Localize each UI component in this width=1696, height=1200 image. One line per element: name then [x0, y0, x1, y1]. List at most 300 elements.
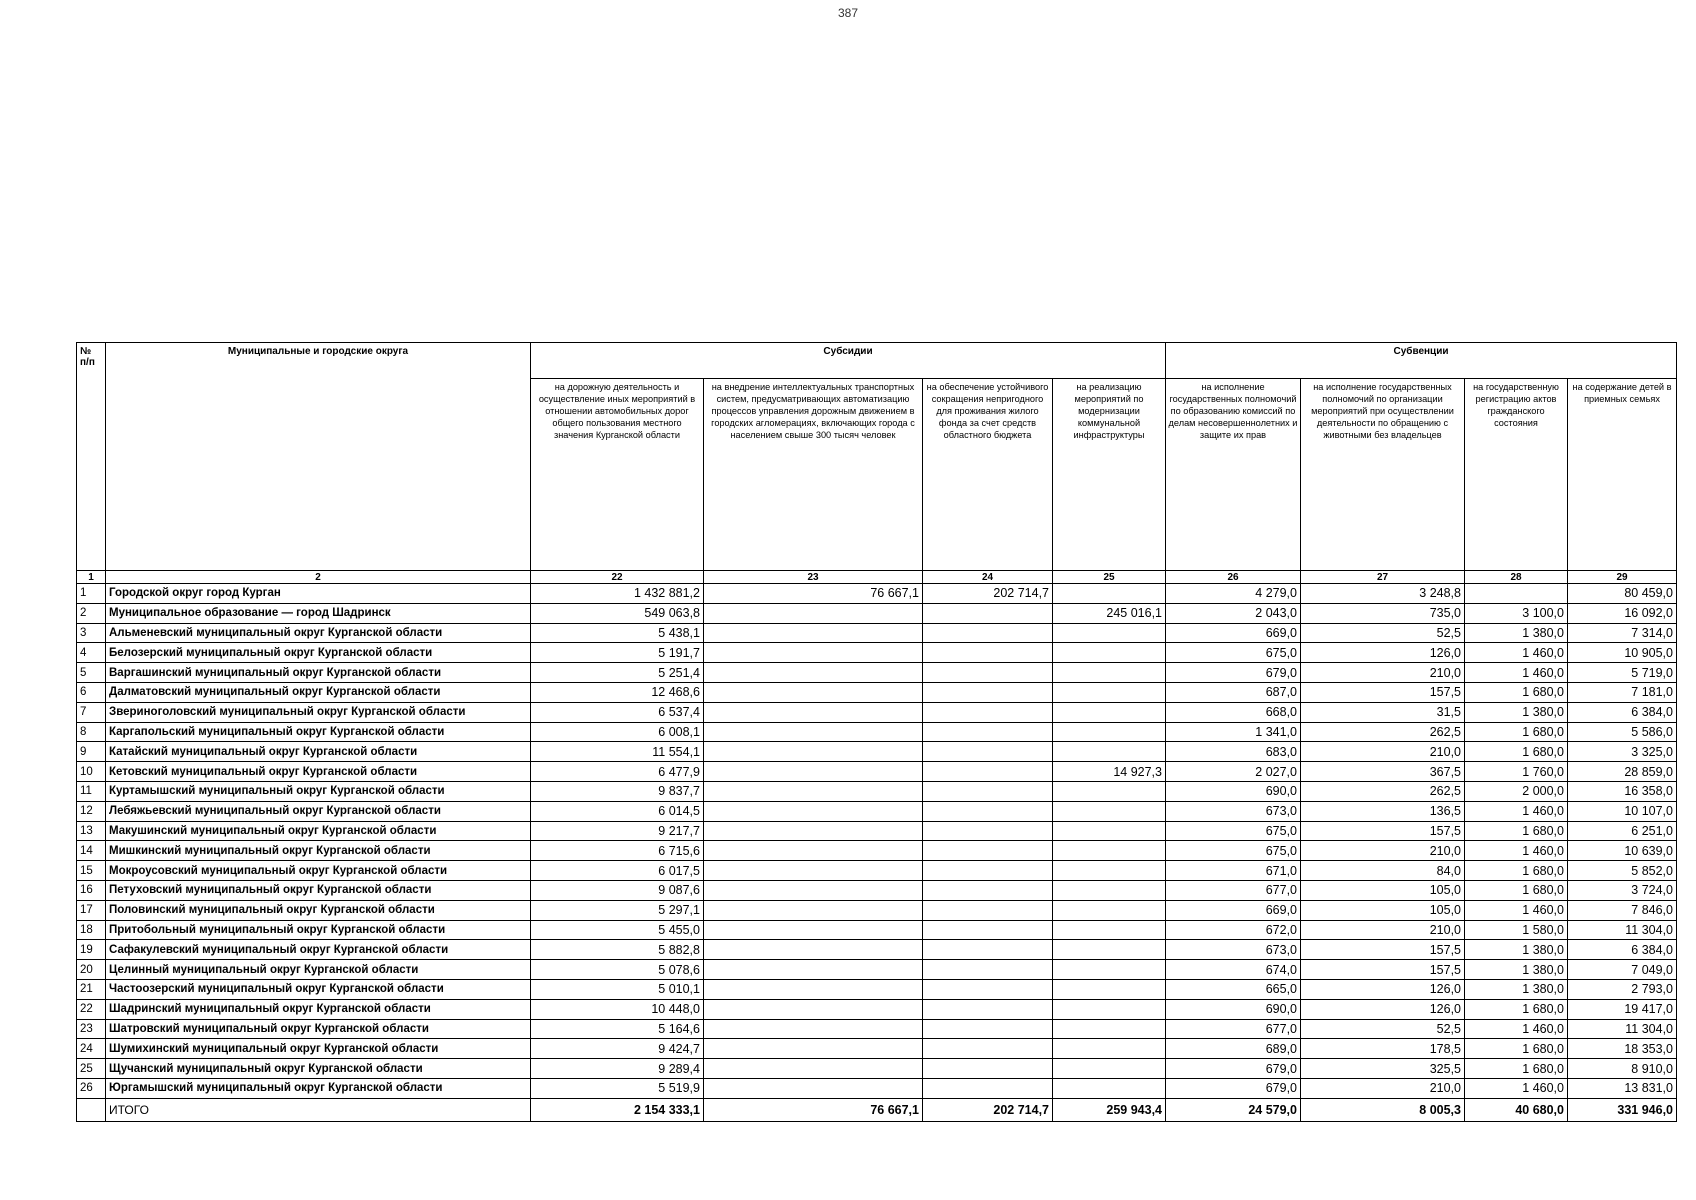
value-cell: 11 304,0 — [1568, 1019, 1677, 1039]
value-cell: 52,5 — [1301, 623, 1465, 643]
row-number: 13 — [77, 821, 106, 841]
municipality-name: Частоозерский муниципальный округ Курганской области — [106, 979, 531, 999]
row-number: 12 — [77, 801, 106, 821]
row-number: 9 — [77, 742, 106, 762]
value-cell: 1 460,0 — [1465, 900, 1568, 920]
value-cell — [1053, 722, 1166, 742]
value-cell: 10 639,0 — [1568, 841, 1677, 861]
total-value: 259 943,4 — [1053, 1098, 1166, 1121]
value-cell — [704, 702, 923, 722]
municipality-name: Притобольный муниципальный округ Курганской области — [106, 920, 531, 940]
value-cell — [923, 940, 1053, 960]
total-value: 2 154 333,1 — [531, 1098, 704, 1121]
value-cell: 679,0 — [1166, 1078, 1301, 1098]
municipality-name: Целинный муниципальный округ Курганской области — [106, 960, 531, 980]
municipality-name: Сафакулевский муниципальный округ Курганской области — [106, 940, 531, 960]
value-cell: 549 063,8 — [531, 603, 704, 623]
table-row — [77, 1078, 1677, 1098]
table-row — [77, 1039, 1677, 1059]
value-cell — [704, 762, 923, 782]
value-cell: 690,0 — [1166, 999, 1301, 1019]
value-cell: 136,5 — [1301, 801, 1465, 821]
row-number: 17 — [77, 900, 106, 920]
value-cell — [923, 880, 1053, 900]
municipality-name: Каргапольский муниципальный округ Курганской области — [106, 722, 531, 742]
table-row — [77, 623, 1677, 643]
value-cell — [923, 841, 1053, 861]
value-cell: 675,0 — [1166, 643, 1301, 663]
value-cell — [923, 742, 1053, 762]
value-cell: 157,5 — [1301, 821, 1465, 841]
subheader-28: на государственную регистрацию актов гражданского состояния — [1465, 379, 1568, 571]
value-cell: 673,0 — [1166, 801, 1301, 821]
value-cell — [923, 663, 1053, 683]
value-cell: 210,0 — [1301, 920, 1465, 940]
table-row — [77, 702, 1677, 722]
value-cell: 8 910,0 — [1568, 1059, 1677, 1079]
value-cell: 1 760,0 — [1465, 762, 1568, 782]
value-cell: 210,0 — [1301, 841, 1465, 861]
subheader-26: на исполнение государственных полномочий по образованию комиссий по делам несовершеннолетних и защите их прав — [1166, 379, 1301, 571]
municipality-name: Шадринский муниципальный округ Курганской области — [106, 999, 531, 1019]
value-cell — [923, 1039, 1053, 1059]
value-cell: 157,5 — [1301, 960, 1465, 980]
value-cell — [923, 623, 1053, 643]
budget-table — [76, 342, 1677, 1122]
value-cell: 210,0 — [1301, 742, 1465, 762]
value-cell — [1053, 999, 1166, 1019]
total-label: ИТОГО — [106, 1098, 531, 1121]
value-cell: 668,0 — [1166, 702, 1301, 722]
value-cell: 687,0 — [1166, 682, 1301, 702]
value-cell: 1 460,0 — [1465, 1078, 1568, 1098]
value-cell: 5 191,7 — [531, 643, 704, 663]
value-cell — [704, 781, 923, 801]
value-cell: 1 380,0 — [1465, 979, 1568, 999]
value-cell — [704, 1019, 923, 1039]
budget-table-container — [76, 342, 1677, 1122]
value-cell — [923, 1019, 1053, 1039]
value-cell: 126,0 — [1301, 999, 1465, 1019]
value-cell — [704, 1078, 923, 1098]
value-cell: 669,0 — [1166, 900, 1301, 920]
value-cell: 674,0 — [1166, 960, 1301, 980]
column-number: 1 — [77, 571, 106, 584]
value-cell — [923, 1059, 1053, 1079]
value-cell — [704, 940, 923, 960]
value-cell: 1 680,0 — [1465, 722, 1568, 742]
table-header — [77, 343, 1677, 584]
column-number-row — [77, 571, 1677, 584]
table-row — [77, 1019, 1677, 1039]
value-cell: 672,0 — [1166, 920, 1301, 940]
municipality-name: Мокроусовский муниципальный округ Курганской области — [106, 861, 531, 881]
value-cell: 5 078,6 — [531, 960, 704, 980]
subheader-27: на исполнение государственных полномочий по организации мероприятий при осуществлении деятельности по обращению с животными без владельцев — [1301, 379, 1465, 571]
table-row — [77, 940, 1677, 960]
value-cell: 7 314,0 — [1568, 623, 1677, 643]
value-cell: 9 087,6 — [531, 880, 704, 900]
value-cell: 6 715,6 — [531, 841, 704, 861]
row-number: 20 — [77, 960, 106, 980]
row-number: 6 — [77, 682, 106, 702]
value-cell — [923, 920, 1053, 940]
value-cell: 80 459,0 — [1568, 584, 1677, 604]
municipality-name: Звериноголовский муниципальный округ Курганской области — [106, 702, 531, 722]
value-cell — [923, 702, 1053, 722]
value-cell: 6 384,0 — [1568, 940, 1677, 960]
municipality-name: Половинский муниципальный округ Курганской области — [106, 900, 531, 920]
table-row — [77, 821, 1677, 841]
value-cell: 2 043,0 — [1166, 603, 1301, 623]
table-row — [77, 742, 1677, 762]
value-cell: 16 092,0 — [1568, 603, 1677, 623]
total-value: 76 667,1 — [704, 1098, 923, 1121]
value-cell: 157,5 — [1301, 940, 1465, 960]
table-row — [77, 762, 1677, 782]
municipality-name: Щучанский муниципальный округ Курганской области — [106, 1059, 531, 1079]
value-cell: 325,5 — [1301, 1059, 1465, 1079]
table-row — [77, 979, 1677, 999]
total-value: 40 680,0 — [1465, 1098, 1568, 1121]
value-cell — [704, 643, 923, 663]
table-row — [77, 900, 1677, 920]
value-cell: 1 341,0 — [1166, 722, 1301, 742]
total-value: 8 005,3 — [1301, 1098, 1465, 1121]
value-cell: 5 586,0 — [1568, 722, 1677, 742]
value-cell — [1053, 900, 1166, 920]
value-cell — [1053, 1039, 1166, 1059]
table-row — [77, 663, 1677, 683]
value-cell — [1053, 861, 1166, 881]
table-row — [77, 722, 1677, 742]
value-cell: 4 279,0 — [1166, 584, 1301, 604]
value-cell — [1053, 841, 1166, 861]
row-number: 26 — [77, 1078, 106, 1098]
value-cell — [1053, 1019, 1166, 1039]
value-cell: 1 460,0 — [1465, 841, 1568, 861]
value-cell: 262,5 — [1301, 722, 1465, 742]
value-cell: 1 680,0 — [1465, 742, 1568, 762]
value-cell: 178,5 — [1301, 1039, 1465, 1059]
value-cell: 6 477,9 — [531, 762, 704, 782]
table-row — [77, 841, 1677, 861]
column-number: 2 — [106, 571, 531, 584]
value-cell: 1 380,0 — [1465, 940, 1568, 960]
municipality-name: Альменевский муниципальный округ Курганской области — [106, 623, 531, 643]
municipality-name: Петуховский муниципальный округ Курганской области — [106, 880, 531, 900]
value-cell: 5 719,0 — [1568, 663, 1677, 683]
municipality-name: Варгашинский муниципальный округ Курганской области — [106, 663, 531, 683]
table-row — [77, 861, 1677, 881]
value-cell — [1053, 702, 1166, 722]
value-cell: 665,0 — [1166, 979, 1301, 999]
column-number: 23 — [704, 571, 923, 584]
subheader-29: на содержание детей в приемных семьях — [1568, 379, 1677, 571]
row-number: 2 — [77, 603, 106, 623]
value-cell: 1 460,0 — [1465, 663, 1568, 683]
value-cell — [1053, 880, 1166, 900]
total-value: 202 714,7 — [923, 1098, 1053, 1121]
value-cell — [704, 999, 923, 1019]
value-cell — [923, 960, 1053, 980]
value-cell: 690,0 — [1166, 781, 1301, 801]
value-cell: 679,0 — [1166, 663, 1301, 683]
table-row — [77, 960, 1677, 980]
value-cell: 1 680,0 — [1465, 861, 1568, 881]
value-cell — [704, 900, 923, 920]
value-cell: 245 016,1 — [1053, 603, 1166, 623]
row-number: 21 — [77, 979, 106, 999]
row-number: 18 — [77, 920, 106, 940]
value-cell — [923, 861, 1053, 881]
value-cell — [1053, 1078, 1166, 1098]
value-cell: 1 680,0 — [1465, 999, 1568, 1019]
value-cell: 5 251,4 — [531, 663, 704, 683]
value-cell: 3 248,8 — [1301, 584, 1465, 604]
value-cell: 18 353,0 — [1568, 1039, 1677, 1059]
municipality-name: Городской округ город Курган — [106, 584, 531, 604]
value-cell: 5 164,6 — [531, 1019, 704, 1039]
column-number: 22 — [531, 571, 704, 584]
value-cell — [923, 682, 1053, 702]
column-number: 24 — [923, 571, 1053, 584]
page-number: 387 — [837, 6, 859, 20]
value-cell: 84,0 — [1301, 861, 1465, 881]
value-cell: 1 380,0 — [1465, 623, 1568, 643]
value-cell: 5 882,8 — [531, 940, 704, 960]
municipality-name: Лебяжьевский муниципальный округ Курганской области — [106, 801, 531, 821]
value-cell: 28 859,0 — [1568, 762, 1677, 782]
table-row — [77, 603, 1677, 623]
value-cell: 126,0 — [1301, 643, 1465, 663]
row-number: 15 — [77, 861, 106, 881]
value-cell: 262,5 — [1301, 781, 1465, 801]
header-col-num: № п/п — [77, 343, 106, 571]
value-cell — [1053, 801, 1166, 821]
table-row — [77, 880, 1677, 900]
value-cell: 1 460,0 — [1465, 801, 1568, 821]
value-cell: 671,0 — [1166, 861, 1301, 881]
value-cell: 14 927,3 — [1053, 762, 1166, 782]
value-cell — [704, 663, 923, 683]
value-cell — [1053, 979, 1166, 999]
value-cell — [923, 979, 1053, 999]
value-cell: 677,0 — [1166, 880, 1301, 900]
value-cell: 7 181,0 — [1568, 682, 1677, 702]
value-cell — [1053, 623, 1166, 643]
row-number: 10 — [77, 762, 106, 782]
value-cell — [704, 821, 923, 841]
value-cell — [1053, 643, 1166, 663]
value-cell — [704, 603, 923, 623]
value-cell: 675,0 — [1166, 841, 1301, 861]
value-cell: 1 680,0 — [1465, 1039, 1568, 1059]
row-number: 5 — [77, 663, 106, 683]
value-cell: 157,5 — [1301, 682, 1465, 702]
column-number: 26 — [1166, 571, 1301, 584]
subheader-25: на реализацию мероприятий по модернизации коммунальной инфраструктуры — [1053, 379, 1166, 571]
value-cell — [923, 900, 1053, 920]
table-row — [77, 643, 1677, 663]
value-cell: 11 554,1 — [531, 742, 704, 762]
value-cell — [1053, 584, 1166, 604]
value-cell: 10 905,0 — [1568, 643, 1677, 663]
header-col-name: Муниципальные и городские округа — [106, 343, 531, 571]
value-cell — [923, 1078, 1053, 1098]
total-row — [77, 1098, 1677, 1121]
value-cell — [704, 682, 923, 702]
value-cell — [1053, 781, 1166, 801]
value-cell: 3 724,0 — [1568, 880, 1677, 900]
value-cell: 735,0 — [1301, 603, 1465, 623]
value-cell: 6 251,0 — [1568, 821, 1677, 841]
value-cell: 6 384,0 — [1568, 702, 1677, 722]
value-cell — [704, 880, 923, 900]
municipality-name: Шатровский муниципальный округ Курганской области — [106, 1019, 531, 1039]
table-row — [77, 1059, 1677, 1079]
row-number: 11 — [77, 781, 106, 801]
value-cell: 1 680,0 — [1465, 1059, 1568, 1079]
value-cell: 367,5 — [1301, 762, 1465, 782]
total-value: 24 579,0 — [1166, 1098, 1301, 1121]
value-cell — [1053, 742, 1166, 762]
value-cell: 9 424,7 — [531, 1039, 704, 1059]
table-row — [77, 801, 1677, 821]
value-cell — [1053, 960, 1166, 980]
value-cell: 1 380,0 — [1465, 960, 1568, 980]
value-cell: 7 846,0 — [1568, 900, 1677, 920]
row-number: 4 — [77, 643, 106, 663]
value-cell — [704, 1039, 923, 1059]
table-footer — [77, 1098, 1677, 1121]
value-cell: 679,0 — [1166, 1059, 1301, 1079]
table-row — [77, 781, 1677, 801]
row-number: 24 — [77, 1039, 106, 1059]
municipality-name: Юргамышский муниципальный округ Курганской области — [106, 1078, 531, 1098]
value-cell — [923, 603, 1053, 623]
value-cell: 5 297,1 — [531, 900, 704, 920]
row-number: 1 — [77, 584, 106, 604]
value-cell: 673,0 — [1166, 940, 1301, 960]
value-cell: 13 831,0 — [1568, 1078, 1677, 1098]
value-cell: 52,5 — [1301, 1019, 1465, 1039]
value-cell — [923, 821, 1053, 841]
value-cell: 126,0 — [1301, 979, 1465, 999]
header-group-subventions: Субвенции — [1166, 343, 1677, 379]
value-cell: 689,0 — [1166, 1039, 1301, 1059]
value-cell: 9 837,7 — [531, 781, 704, 801]
value-cell: 1 580,0 — [1465, 920, 1568, 940]
value-cell: 675,0 — [1166, 821, 1301, 841]
value-cell: 683,0 — [1166, 742, 1301, 762]
value-cell — [1053, 682, 1166, 702]
value-cell: 5 010,1 — [531, 979, 704, 999]
row-number: 16 — [77, 880, 106, 900]
value-cell: 6 014,5 — [531, 801, 704, 821]
value-cell — [704, 722, 923, 742]
value-cell: 210,0 — [1301, 663, 1465, 683]
column-number: 29 — [1568, 571, 1677, 584]
value-cell: 677,0 — [1166, 1019, 1301, 1039]
value-cell — [1053, 940, 1166, 960]
value-cell — [923, 999, 1053, 1019]
value-cell: 7 049,0 — [1568, 960, 1677, 980]
value-cell: 6 537,4 — [531, 702, 704, 722]
value-cell: 6 008,1 — [531, 722, 704, 742]
value-cell — [1053, 821, 1166, 841]
value-cell — [1053, 663, 1166, 683]
subheader-24: на обеспечение устойчивого сокращения непригодного для проживания жилого фонда за счет средств областного бюджета — [923, 379, 1053, 571]
value-cell: 12 468,6 — [531, 682, 704, 702]
value-cell — [923, 801, 1053, 821]
value-cell: 76 667,1 — [704, 584, 923, 604]
municipality-name: Макушинский муниципальный округ Курганской области — [106, 821, 531, 841]
table-row — [77, 682, 1677, 702]
value-cell: 5 519,9 — [531, 1078, 704, 1098]
value-cell: 105,0 — [1301, 880, 1465, 900]
header-group-subsidies: Субсидии — [531, 343, 1166, 379]
value-cell: 1 680,0 — [1465, 821, 1568, 841]
value-cell — [704, 920, 923, 940]
column-number: 27 — [1301, 571, 1465, 584]
value-cell: 105,0 — [1301, 900, 1465, 920]
municipality-name: Белозерский муниципальный округ Курганской области — [106, 643, 531, 663]
value-cell — [923, 722, 1053, 742]
municipality-name: Кетовский муниципальный округ Курганской области — [106, 762, 531, 782]
total-value: 331 946,0 — [1568, 1098, 1677, 1121]
value-cell — [704, 979, 923, 999]
row-number: 19 — [77, 940, 106, 960]
row-number: 8 — [77, 722, 106, 742]
column-number: 25 — [1053, 571, 1166, 584]
subheader-23: на внедрение интеллектуальных транспортных систем, предусматривающих автоматизацию процессов управления дорожным движением в городских агломерациях, включающих города с населением свыше 300 тысяч человек — [704, 379, 923, 571]
value-cell: 2 027,0 — [1166, 762, 1301, 782]
value-cell: 669,0 — [1166, 623, 1301, 643]
row-number: 23 — [77, 1019, 106, 1039]
value-cell — [923, 643, 1053, 663]
value-cell — [704, 742, 923, 762]
value-cell — [704, 861, 923, 881]
value-cell: 19 417,0 — [1568, 999, 1677, 1019]
row-number: 14 — [77, 841, 106, 861]
value-cell: 9 217,7 — [531, 821, 704, 841]
value-cell: 5 455,0 — [531, 920, 704, 940]
value-cell — [704, 801, 923, 821]
value-cell — [1465, 584, 1568, 604]
value-cell — [1053, 920, 1166, 940]
value-cell: 6 017,5 — [531, 861, 704, 881]
value-cell: 9 289,4 — [531, 1059, 704, 1079]
municipality-name: Катайский муниципальный округ Курганской области — [106, 742, 531, 762]
value-cell: 16 358,0 — [1568, 781, 1677, 801]
value-cell: 202 714,7 — [923, 584, 1053, 604]
value-cell: 3 100,0 — [1465, 603, 1568, 623]
row-number: 22 — [77, 999, 106, 1019]
value-cell: 2 000,0 — [1465, 781, 1568, 801]
subheader-22: на дорожную деятельность и осуществление иных мероприятий в отношении автомобильных дорог общего пользования местного значения Курганской области — [531, 379, 704, 571]
value-cell — [704, 960, 923, 980]
municipality-name: Шумихинский муниципальный округ Курганской области — [106, 1039, 531, 1059]
column-number: 28 — [1465, 571, 1568, 584]
value-cell: 5 852,0 — [1568, 861, 1677, 881]
value-cell — [923, 781, 1053, 801]
row-number: 3 — [77, 623, 106, 643]
total-num-cell — [77, 1098, 106, 1121]
value-cell: 2 793,0 — [1568, 979, 1677, 999]
value-cell: 10 107,0 — [1568, 801, 1677, 821]
value-cell: 1 680,0 — [1465, 682, 1568, 702]
